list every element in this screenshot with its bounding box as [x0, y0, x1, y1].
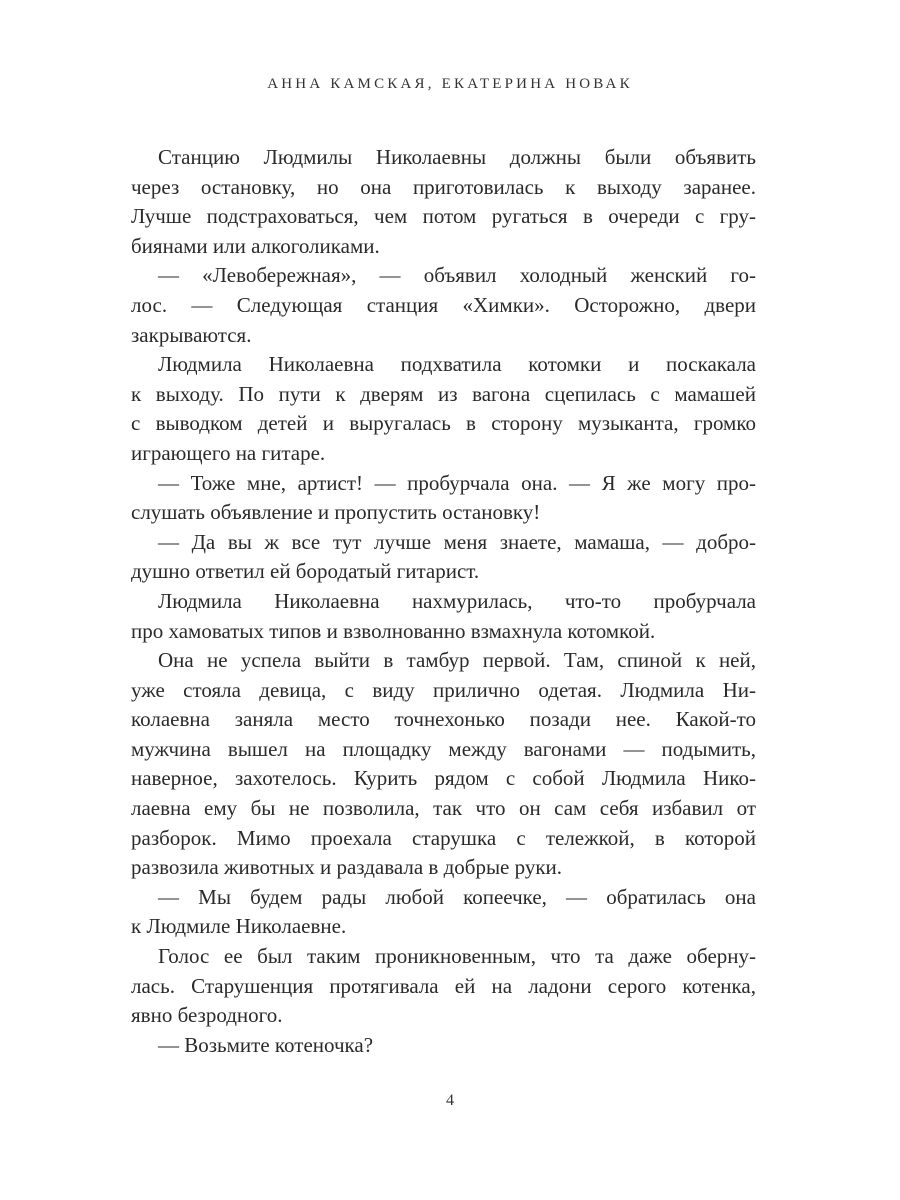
paragraph: [131, 143, 756, 261]
paragraph: [131, 587, 756, 646]
text-line: закрываются.: [131, 322, 252, 347]
paragraph: [131, 261, 756, 350]
text-line: к Людмиле Николаевне.: [131, 914, 347, 939]
running-head: АННА КАМСКАЯ, ЕКАТЕРИНА НОВАК: [267, 76, 633, 92]
text-line: разборок. Мимо проехала старушка с тележкой, в которой: [131, 825, 756, 850]
text-line: лась. Старушенция протягивала ей на ладони серого котенка,: [131, 973, 756, 998]
paragraph: [131, 469, 756, 528]
paragraph: [131, 1031, 756, 1061]
text-line: явно безродного.: [131, 1003, 283, 1028]
text-line: слушать объявление и пропустить остановку!: [131, 500, 541, 525]
paragraph: [131, 942, 756, 1031]
text-line: — «Левобережная», — объявил холодный женский го-: [158, 263, 756, 288]
text-line: Голос ее был таким проникновенным, что та даже оберну-: [158, 944, 756, 969]
text-line: развозила животных и раздавала в добрые руки.: [131, 855, 563, 880]
text-line: Людмила Николаевна нахмурилась, что-то пробурчала: [158, 588, 756, 613]
paragraph: [131, 350, 756, 468]
text-line: Людмила Николаевна подхватила котомки и поскакала: [158, 352, 756, 377]
page-number: 4: [446, 1092, 454, 1109]
text-line: про хамоватых типов и взволнованно взмахнула котомкой.: [131, 618, 656, 643]
text-line: — Возьмите котеночка?: [158, 1032, 374, 1057]
text-line: — Да вы ж все тут лучше меня знаете, мамаша, — добро-: [158, 529, 756, 554]
paragraph: [131, 883, 756, 942]
text-line: мужчина вышел на площадку между вагонами — подымить,: [131, 736, 756, 761]
text-line: Станцию Людмилы Николаевны должны были объявить: [158, 145, 756, 169]
paragraph: [131, 646, 756, 883]
text-line: — Тоже мне, артист! — пробурчала она. — Я же могу про-: [158, 470, 756, 495]
text-line: наверное, захотелось. Курить рядом с собой Людмила Нико-: [131, 766, 756, 791]
text-line: колаевна заняла место точнехонько позади нее. Какой-то: [131, 707, 756, 732]
text-line: через остановку, но она приготовилась к выходу заранее.: [131, 174, 756, 199]
text-line: Она не успела выйти в тамбур первой. Там, спиной к ней,: [158, 648, 756, 673]
text-line: с выводком детей и выругалась в сторону музыканта, громко: [131, 411, 756, 436]
text-line: к выходу. По пути к дверям из вагона сцепилась с мамашей: [131, 381, 756, 406]
paragraph: [131, 528, 756, 587]
text-line: лос. — Следующая станция «Химки». Осторожно, двери: [131, 292, 756, 317]
text-line: душно ответил ей бородатый гитарист.: [131, 559, 480, 584]
text-line: биянами или алкоголиками.: [131, 233, 380, 258]
text-line: лаевна ему бы не позволила, так что он сам себя избавил от: [131, 796, 756, 821]
text-line: Лучше подстраховаться, чем потом ругаться в очереди с гру-: [131, 204, 756, 229]
text-line: — Мы будем рады любой копеечке, — обратилась она: [158, 884, 756, 909]
text-line: играющего на гитаре.: [131, 440, 326, 465]
body-text: [131, 143, 756, 1060]
text-line: уже стояла девица, с виду прилично одетая. Людмила Ни-: [131, 677, 756, 702]
